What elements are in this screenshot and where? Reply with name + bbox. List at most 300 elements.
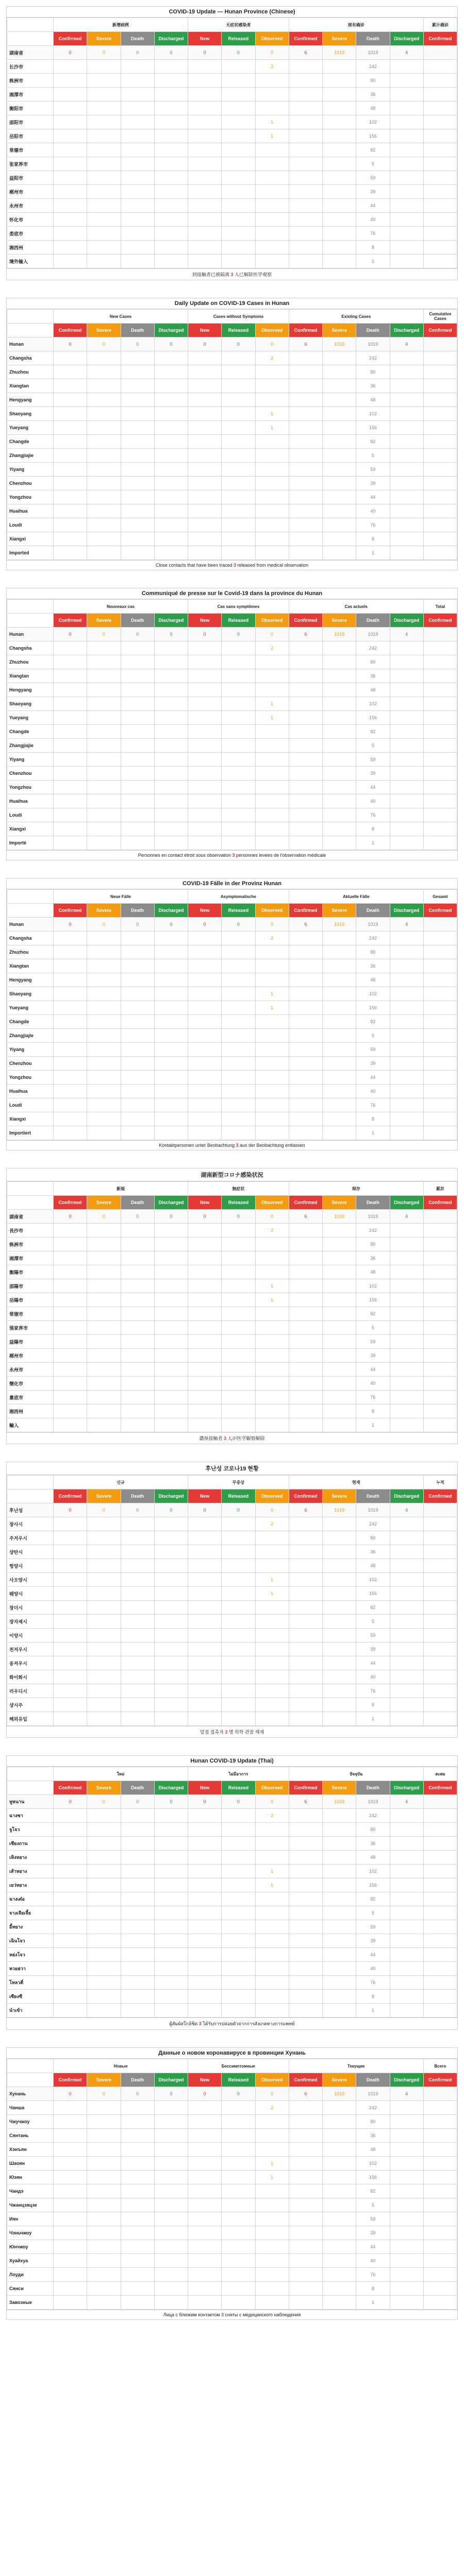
value-cell [154, 711, 188, 725]
value-cell: 76 [356, 808, 390, 822]
value-cell: 8 [356, 1698, 390, 1712]
value-cell [54, 157, 87, 171]
value-cell: 48 [356, 393, 390, 407]
value-cell: 39 [356, 1057, 390, 1071]
value-cell: 82 [356, 1892, 390, 1906]
value-cell [154, 1071, 188, 1084]
value-cell [423, 1029, 457, 1043]
value-cell [255, 2004, 289, 2018]
region-name: Yongzhou [7, 1071, 54, 1084]
value-cell: 1 [356, 1418, 390, 1432]
value-cell [390, 1321, 423, 1335]
value-cell: 0 [121, 1503, 154, 1517]
value-cell [423, 1615, 457, 1629]
column-header: Confirmed [54, 904, 87, 918]
value-cell [423, 1043, 457, 1057]
value-cell [121, 1404, 154, 1418]
table-row [7, 129, 457, 143]
value-cell [188, 1349, 222, 1363]
value-cell [323, 1878, 356, 1892]
value-cell [323, 1279, 356, 1293]
value-cell [121, 171, 154, 185]
value-cell [54, 767, 87, 781]
value-cell: 36 [356, 1251, 390, 1265]
stats-table [7, 1767, 457, 2018]
value-cell [255, 655, 289, 669]
value-cell [54, 641, 87, 655]
value-cell: 102 [356, 1865, 390, 1878]
column-header: Confirmed [54, 1781, 87, 1795]
update-block-5 [6, 1462, 458, 1738]
value-cell [423, 1629, 457, 1642]
table-row [7, 157, 457, 171]
value-cell [390, 351, 423, 365]
value-cell [222, 227, 255, 241]
value-cell [222, 1224, 255, 1238]
value-cell [255, 1029, 289, 1043]
value-cell [323, 435, 356, 449]
value-cell [87, 1224, 121, 1238]
footer-text: released from medical observation [237, 563, 309, 568]
column-header: New [188, 614, 222, 628]
group-header: 현재 [289, 1476, 423, 1489]
value-cell [289, 2240, 322, 2254]
value-cell [390, 2004, 423, 2018]
value-cell [54, 1976, 87, 1990]
footer-count: 3 [221, 2312, 224, 2317]
value-cell [323, 2129, 356, 2143]
value-cell [289, 1363, 322, 1377]
value-cell [121, 407, 154, 421]
region-name: Иян [7, 2212, 54, 2226]
column-header: Death [121, 32, 154, 46]
value-cell: 0 [87, 1503, 121, 1517]
group-header: New Cases [54, 310, 188, 324]
footer-count: 3 [225, 1730, 228, 1735]
value-cell [255, 1531, 289, 1545]
value-cell [154, 1251, 188, 1265]
value-cell [188, 1001, 222, 1015]
column-header: Discharged [390, 1196, 423, 1210]
value-cell [323, 1001, 356, 1015]
value-cell: 1019 [323, 628, 356, 641]
value-cell [289, 1224, 322, 1238]
value-cell [222, 477, 255, 490]
region-name: Yueyang [7, 1001, 54, 1015]
value-cell [188, 1545, 222, 1559]
value-cell [222, 1251, 255, 1265]
group-header: Asymptomatische [188, 890, 289, 904]
value-cell [54, 1823, 87, 1837]
value-cell [188, 725, 222, 739]
value-cell: 4 [390, 2087, 423, 2101]
value-cell [121, 1642, 154, 1656]
value-cell [121, 393, 154, 407]
value-cell [323, 1293, 356, 1307]
value-cell [121, 2101, 154, 2115]
value-cell [255, 945, 289, 959]
update-block-0 [6, 6, 458, 280]
value-cell [390, 1293, 423, 1307]
region-name: Loudi [7, 518, 54, 532]
value-cell [255, 1251, 289, 1265]
value-cell: 6 [289, 1503, 322, 1517]
value-cell [255, 1601, 289, 1615]
value-cell [255, 1559, 289, 1573]
column-header: Observed [255, 1781, 289, 1795]
footer-text: Close contacts that have been traced [155, 563, 233, 568]
value-cell [423, 959, 457, 973]
value-cell [87, 725, 121, 739]
value-cell: 242 [356, 641, 390, 655]
value-cell [188, 60, 222, 74]
value-cell [222, 351, 255, 365]
value-cell: 156 [356, 711, 390, 725]
value-cell [222, 1642, 255, 1656]
value-cell [255, 1335, 289, 1349]
value-cell [289, 1279, 322, 1293]
value-cell [423, 2226, 457, 2240]
value-cell [390, 490, 423, 504]
value-cell [323, 2004, 356, 2018]
table-row [7, 518, 457, 532]
value-cell [121, 822, 154, 836]
value-cell [54, 1279, 87, 1293]
value-cell: 0 [255, 1210, 289, 1224]
value-cell [289, 171, 322, 185]
table-row [7, 1906, 457, 1920]
value-cell [222, 1601, 255, 1615]
value-cell [390, 2254, 423, 2268]
value-cell: 0 [222, 1795, 255, 1809]
value-cell: 2 [255, 60, 289, 74]
value-cell [323, 449, 356, 463]
region-name: Сянси [7, 2282, 54, 2296]
value-cell: 36 [356, 1545, 390, 1559]
column-header: Discharged [154, 904, 188, 918]
region-name: 益陽市 [7, 1335, 54, 1349]
value-cell: 5 [356, 2198, 390, 2212]
value-cell [154, 477, 188, 490]
region-name: Yongzhou [7, 781, 54, 794]
value-cell [323, 1837, 356, 1851]
column-header: Confirmed [423, 324, 457, 337]
table-row [7, 1307, 457, 1321]
value-cell [87, 1238, 121, 1251]
region-name: 邵陽市 [7, 1279, 54, 1293]
value-cell: 0 [87, 1210, 121, 1224]
value-cell [323, 546, 356, 560]
value-cell [54, 1321, 87, 1335]
value-cell: 0 [188, 46, 222, 60]
value-cell [87, 711, 121, 725]
value-cell [54, 1517, 87, 1531]
value-cell [423, 1642, 457, 1656]
column-header: Confirmed [289, 1196, 322, 1210]
value-cell [423, 2212, 457, 2226]
value-cell [289, 1892, 322, 1906]
value-cell [54, 421, 87, 435]
value-cell [289, 1851, 322, 1865]
value-cell [423, 2157, 457, 2171]
value-cell: 39 [356, 185, 390, 199]
block-footer [7, 1726, 457, 1737]
value-cell [188, 1629, 222, 1642]
value-cell [87, 2254, 121, 2268]
column-header: New [188, 1781, 222, 1795]
value-cell [154, 794, 188, 808]
value-cell: 44 [356, 490, 390, 504]
value-cell [54, 1238, 87, 1251]
value-cell [154, 1279, 188, 1293]
value-cell [423, 1001, 457, 1015]
value-cell [423, 407, 457, 421]
region-name: Yiyang [7, 1043, 54, 1057]
value-cell [154, 143, 188, 157]
region-name: 해외유입 [7, 1712, 54, 1726]
value-cell [423, 393, 457, 407]
value-cell [54, 2184, 87, 2198]
group-header: Nouveaux cas [54, 600, 188, 614]
value-cell [423, 1503, 457, 1517]
footer-text: Kontaktpersonen unter Beobachtung [159, 1143, 235, 1148]
value-cell [87, 1029, 121, 1043]
value-cell [121, 1265, 154, 1279]
value-cell [121, 1224, 154, 1238]
value-cell [222, 449, 255, 463]
value-cell [423, 1251, 457, 1265]
value-cell [188, 641, 222, 655]
value-cell [54, 88, 87, 101]
value-cell [54, 1531, 87, 1545]
value-cell [423, 1349, 457, 1363]
value-cell [54, 2212, 87, 2226]
row-label-header [7, 904, 54, 918]
column-header: Confirmed [54, 2073, 87, 2087]
region-name: เหิงหยาง [7, 1851, 54, 1865]
block-title: Communiqué de presse sur le Covid-19 dans la province du Hunan [7, 588, 457, 599]
value-cell [323, 1418, 356, 1432]
value-cell [289, 836, 322, 850]
value-cell: 0 [121, 1795, 154, 1809]
value-cell [222, 379, 255, 393]
value-cell [87, 1404, 121, 1418]
region-name: Chenzhou [7, 1057, 54, 1071]
value-cell [154, 2101, 188, 2115]
value-cell [222, 1112, 255, 1126]
value-cell [222, 767, 255, 781]
value-cell [54, 1126, 87, 1140]
value-cell [87, 2143, 121, 2157]
value-cell [255, 1112, 289, 1126]
value-cell [154, 101, 188, 115]
value-cell [255, 1418, 289, 1432]
value-cell: 1019 [356, 1503, 390, 1517]
value-cell [289, 1418, 322, 1432]
value-cell [289, 1265, 322, 1279]
value-cell [323, 1962, 356, 1976]
table-row [7, 1559, 457, 1573]
value-cell: 0 [188, 628, 222, 641]
region-name: Hunan [7, 337, 54, 351]
value-cell [121, 1307, 154, 1321]
column-header: Severe [87, 32, 121, 46]
value-cell [255, 1851, 289, 1865]
value-cell [154, 1559, 188, 1573]
value-cell [222, 683, 255, 697]
value-cell [87, 546, 121, 560]
value-cell [188, 1670, 222, 1684]
value-cell [87, 1962, 121, 1976]
value-cell [289, 2171, 322, 2184]
value-cell [121, 477, 154, 490]
value-cell [188, 2254, 222, 2268]
value-cell [222, 421, 255, 435]
value-cell [390, 2296, 423, 2310]
value-cell [154, 669, 188, 683]
value-cell [423, 490, 457, 504]
value-cell [423, 1293, 457, 1307]
value-cell [323, 1615, 356, 1629]
value-cell [87, 435, 121, 449]
value-cell [54, 2240, 87, 2254]
value-cell [121, 669, 154, 683]
value-cell [423, 1098, 457, 1112]
value-cell [154, 767, 188, 781]
table-row [7, 1684, 457, 1698]
region-name: Changsha [7, 641, 54, 655]
value-cell [54, 1559, 87, 1573]
value-cell [255, 2240, 289, 2254]
value-cell [154, 88, 188, 101]
value-cell [54, 2171, 87, 2184]
value-cell [154, 1363, 188, 1377]
value-cell [87, 1363, 121, 1377]
value-cell [121, 1878, 154, 1892]
region-name: 怀化市 [7, 213, 54, 227]
value-cell [188, 683, 222, 697]
column-header: Discharged [390, 904, 423, 918]
value-cell [390, 794, 423, 808]
value-cell [121, 60, 154, 74]
value-cell [255, 1962, 289, 1976]
column-header: Death [356, 2073, 390, 2087]
value-cell [289, 1377, 322, 1391]
group-header: Всего [423, 2059, 457, 2073]
value-cell: 0 [188, 918, 222, 931]
table-row [7, 1029, 457, 1043]
value-cell [323, 2226, 356, 2240]
value-cell [54, 1920, 87, 1934]
value-cell: 44 [356, 1071, 390, 1084]
region-name: Хунань [7, 2087, 54, 2101]
value-cell [121, 2240, 154, 2254]
column-header: Released [222, 2073, 255, 2087]
table-row [7, 1670, 457, 1684]
footer-count: 3 [234, 563, 237, 568]
value-cell [87, 518, 121, 532]
column-header: Confirmed [423, 1781, 457, 1795]
value-cell [255, 171, 289, 185]
value-cell [323, 794, 356, 808]
value-cell [121, 1851, 154, 1865]
value-cell [323, 1126, 356, 1140]
value-cell: 1019 [323, 2087, 356, 2101]
value-cell [188, 808, 222, 822]
column-header: Severe [87, 1781, 121, 1795]
value-cell [423, 2198, 457, 2212]
value-cell [222, 1098, 255, 1112]
table-row [7, 2143, 457, 2157]
value-cell [289, 725, 322, 739]
value-cell [289, 1001, 322, 1015]
region-name: Чэньчжоу [7, 2226, 54, 2240]
value-cell [154, 351, 188, 365]
value-cell [390, 129, 423, 143]
value-cell [423, 1712, 457, 1726]
value-cell [154, 2268, 188, 2282]
value-cell: 1 [255, 2157, 289, 2171]
group-header: ใหม่ [54, 1767, 188, 1781]
value-cell [121, 379, 154, 393]
value-cell [121, 129, 154, 143]
value-cell [222, 2184, 255, 2198]
value-cell [188, 129, 222, 143]
value-cell [121, 1892, 154, 1906]
value-cell [222, 2157, 255, 2171]
value-cell [121, 1656, 154, 1670]
value-cell [121, 1573, 154, 1587]
value-cell [390, 2129, 423, 2143]
value-cell [222, 2268, 255, 2282]
value-cell [390, 1698, 423, 1712]
value-cell [255, 1684, 289, 1698]
value-cell: 8 [356, 2282, 390, 2296]
region-name: Zhangjiajie [7, 739, 54, 753]
value-cell: 44 [356, 1948, 390, 1962]
value-cell [154, 365, 188, 379]
value-cell [154, 1404, 188, 1418]
value-cell [121, 959, 154, 973]
value-cell [54, 1251, 87, 1265]
value-cell [54, 2254, 87, 2268]
value-cell [154, 1837, 188, 1851]
value-cell [87, 1698, 121, 1712]
value-cell [289, 1057, 322, 1071]
group-header: ปัจจุบัน [289, 1767, 423, 1781]
value-cell [87, 1071, 121, 1084]
table-row [7, 1573, 457, 1587]
block-footer [7, 2018, 457, 2029]
footer-text: 명 의학 관찰 해제 [228, 1730, 264, 1735]
value-cell [222, 1851, 255, 1865]
value-cell [390, 2171, 423, 2184]
value-cell [423, 1962, 457, 1976]
value-cell [87, 1015, 121, 1029]
table-row [7, 1210, 457, 1224]
value-cell: 48 [356, 1265, 390, 1279]
group-header: 現存 [289, 1182, 423, 1196]
value-cell [121, 1391, 154, 1404]
value-cell [154, 655, 188, 669]
value-cell [390, 157, 423, 171]
stats-table [7, 2059, 457, 2310]
value-cell [121, 74, 154, 88]
region-name: ฉางซา [7, 1809, 54, 1823]
value-cell [121, 449, 154, 463]
value-cell [222, 1837, 255, 1851]
value-cell: 2 [255, 1517, 289, 1531]
